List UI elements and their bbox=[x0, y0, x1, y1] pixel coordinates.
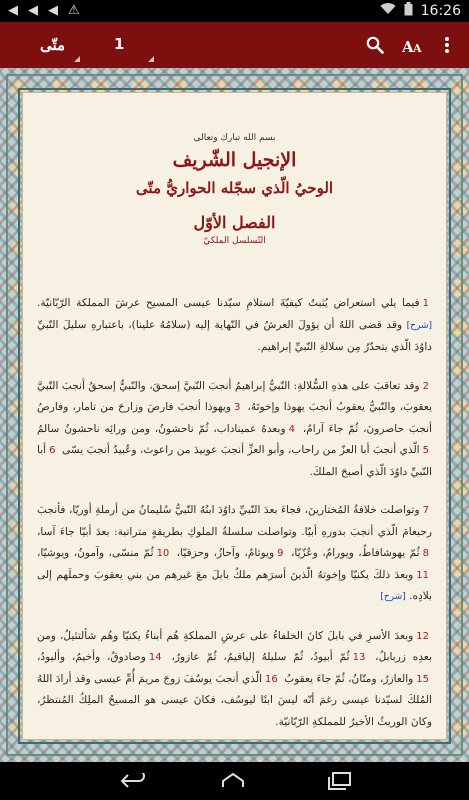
book-name: متّى bbox=[40, 36, 66, 54]
back-icon bbox=[119, 773, 147, 789]
chapter-selector[interactable] bbox=[92, 22, 158, 68]
clock: 16:26 bbox=[420, 3, 461, 19]
verse-text: الّذي أنجبَ أبا العزّ من راحاب، وأبو العزِّ أنجبَ عوبيدَ من راعوث، وعُبيدُ أنجبَ يسّى bbox=[61, 444, 420, 456]
reader-content[interactable] bbox=[0, 68, 469, 762]
verse-number[interactable]: 3 bbox=[233, 402, 241, 413]
battery-icon bbox=[404, 2, 413, 20]
search-button[interactable] bbox=[358, 22, 392, 68]
arrow-back-icon: ◀ bbox=[48, 3, 58, 18]
chapter-number: 1 bbox=[114, 35, 125, 53]
verse-list bbox=[37, 293, 432, 750]
verse-number[interactable]: 11 bbox=[416, 569, 429, 581]
verse-number[interactable]: 14 bbox=[148, 652, 162, 663]
chapter-title: الفصل الأوّل bbox=[193, 213, 276, 232]
verse-text: ثُمّ أبيودُ، ثُمّ سليلهُ إلياقيمُ، ثُمّ عازورُ، bbox=[171, 651, 350, 663]
verse-text: أبا النّبيِّ داوُدَ الّذي أصبحَ الملكَ. bbox=[37, 444, 432, 478]
more-icon bbox=[444, 36, 450, 54]
verse-number[interactable]: 2 bbox=[422, 380, 429, 392]
basmala: بسم الله تبارك وتعالى bbox=[193, 133, 276, 143]
recent-apps-button[interactable] bbox=[315, 762, 365, 800]
dropdown-indicator-icon bbox=[142, 56, 154, 62]
font-size-icon bbox=[402, 36, 424, 54]
page-header bbox=[23, 133, 446, 246]
search-icon bbox=[366, 36, 384, 54]
verse-text: وصادوقُ، وأخيمُ، وأليودُ، bbox=[37, 651, 146, 663]
verse-text: وبعدَ ذلكَ يكنيّا وإخوتهُ الّذينَ أسرَهم ملكُ بابلَ معَ غيرهم من بني يعقوبَ وحملَهم إلى بلادِه. bbox=[37, 568, 432, 602]
verse-text: والعازرُ، ومتّانُ، ثُمّ جاءَ يعقوبُ bbox=[284, 672, 414, 685]
verse-text: وتواصلت خلافةُ المُختارينَ، فجاءَ بعدَ النّبيِّ داوُدَ ابنُهُ النّبيُّ سُليمانُ من أرملةِ أوريّا، فأنجبَ رحبعامَ الّذي أنجبَ بدورهِ أبيّا. وتواصلت سلسلةُ الملوكِ بطريقةٍ متراتبة: بعدَ أبيّا جاءَ آسا، bbox=[37, 504, 432, 538]
svg-text:A: A bbox=[413, 42, 422, 54]
verse-text: وبعدهُ عميناداب، ثُمّ ناحشونُ، ومن ورائِه ناحشونُ سالمُ bbox=[37, 422, 286, 435]
verse-paragraph bbox=[37, 500, 432, 609]
verse-text: فيما يلي استعراض يُثبتُ كيفيّةَ استلامِ سيّدنا عيسى المسيح عرشَ المملكة الرّبّانيّة. bbox=[37, 297, 420, 309]
status-bar bbox=[0, 0, 469, 22]
verse-number[interactable]: 10 bbox=[156, 548, 170, 559]
arrow-back-icon: ◀ bbox=[28, 3, 38, 18]
verse-paragraph bbox=[37, 626, 432, 734]
verse-text: ويوثامُ، وآحازُ، وحزقيّا، bbox=[176, 547, 275, 559]
verse-number[interactable]: 12 bbox=[416, 630, 429, 642]
book-subtitle: الوحيُ الّذي سجّله الحواريُّ متّى bbox=[135, 179, 334, 197]
verse-number[interactable]: 4 bbox=[288, 423, 295, 435]
home-icon bbox=[219, 773, 247, 789]
verse-text: الّذي أنجبَ يوسُفَ زوجَ مريمَ أُمِّ عيسى وقد أرادَ اللهُ المُلكَ لسيّدنا عيسى رغمَ أنّه ليسَ ابنًا ليوسُف، فكانَ عيسى هو المسيحُ الملِكُ المُنتظرُ، وكانَ الوريثُ الأخيرُ للمملكةِ الرّبّانيّة. bbox=[37, 672, 432, 728]
verse-number[interactable]: 16 bbox=[265, 673, 278, 685]
verse-text: وقد تعاقبَ على هذهِ السُّلالةِ: النّبيُّ إبراهيمُ أنجبَ النّبيَّ إسحقَ، والنّبيُّ إسحقُ أنجبَ النّبيَّ يعقوبَ، والنّبيُّ يعقوبُ أنجبَ يهوذا وإخوتَهُ، bbox=[37, 379, 432, 413]
verse-paragraph bbox=[37, 293, 432, 359]
font-size-button[interactable] bbox=[398, 22, 428, 68]
overflow-menu-button[interactable] bbox=[434, 22, 460, 68]
verse-number[interactable]: 13 bbox=[352, 652, 366, 663]
warning-icon: ⚠ bbox=[68, 3, 80, 18]
verse-text: ويهوذا أنجبَ فارصَ وزارحَ من تامار، وفارصُ أنجبَ حاصرونَ، ثُمّ جاءَ آرامُ، bbox=[37, 401, 432, 435]
home-button[interactable] bbox=[208, 762, 258, 800]
book-title: الإنجيل الشّريف bbox=[172, 149, 297, 171]
verse-number[interactable]: 7 bbox=[422, 505, 429, 516]
verse-text: وبعدَ الأسرِ في بابلَ كانَ الخلفاءُ على عرشِ المملكةِ هُم أبناءُ يكنيّا وهُم شألتئيلُ، ومن بعدِه زربابلُ، bbox=[37, 629, 432, 663]
svg-text:A: A bbox=[402, 38, 414, 54]
wifi-icon bbox=[380, 3, 396, 19]
verse-text: ثُمّ منسّى، وآمونُ، ويوشيّا، bbox=[37, 547, 154, 559]
recent-apps-icon bbox=[327, 772, 353, 790]
verse-number[interactable]: 6 bbox=[49, 445, 56, 456]
arrow-back-icon: ◀ bbox=[8, 3, 18, 18]
chapter-subtitle: التّسلسل الملكيّ bbox=[203, 236, 266, 246]
back-button[interactable] bbox=[108, 762, 158, 800]
verse-number[interactable]: 8 bbox=[422, 548, 429, 559]
dropdown-indicator-icon bbox=[68, 56, 80, 62]
commentary-link[interactable]: [شرح] bbox=[406, 320, 432, 331]
verse-text: وقد قضى اللهُ أن يؤولَ العرشُ في النّهاية إليه (سلامُهُ علينا)، باعتبارهِ سليلَ النّبيِّ داوُدَ الّذي يتحدّرُ مِن سلالةِ النّبيِّ إبراهيم. bbox=[37, 318, 432, 353]
verse-number[interactable]: 1 bbox=[422, 298, 429, 309]
book-selector[interactable] bbox=[0, 22, 84, 68]
verse-number[interactable]: 15 bbox=[416, 673, 430, 685]
toolbar bbox=[0, 22, 469, 68]
verse-number[interactable]: 5 bbox=[422, 445, 429, 456]
verse-text: ثُمّ يهوشافاطُ، ويورامُ، وعُزّيّا، bbox=[290, 547, 420, 559]
commentary-link[interactable]: [شرح] bbox=[380, 592, 406, 602]
scripture-page bbox=[22, 92, 447, 740]
verse-paragraph bbox=[37, 376, 432, 484]
navigation-bar bbox=[0, 762, 469, 800]
system-icons bbox=[380, 2, 461, 20]
notification-icons bbox=[8, 3, 80, 18]
verse-number[interactable]: 9 bbox=[277, 548, 284, 559]
